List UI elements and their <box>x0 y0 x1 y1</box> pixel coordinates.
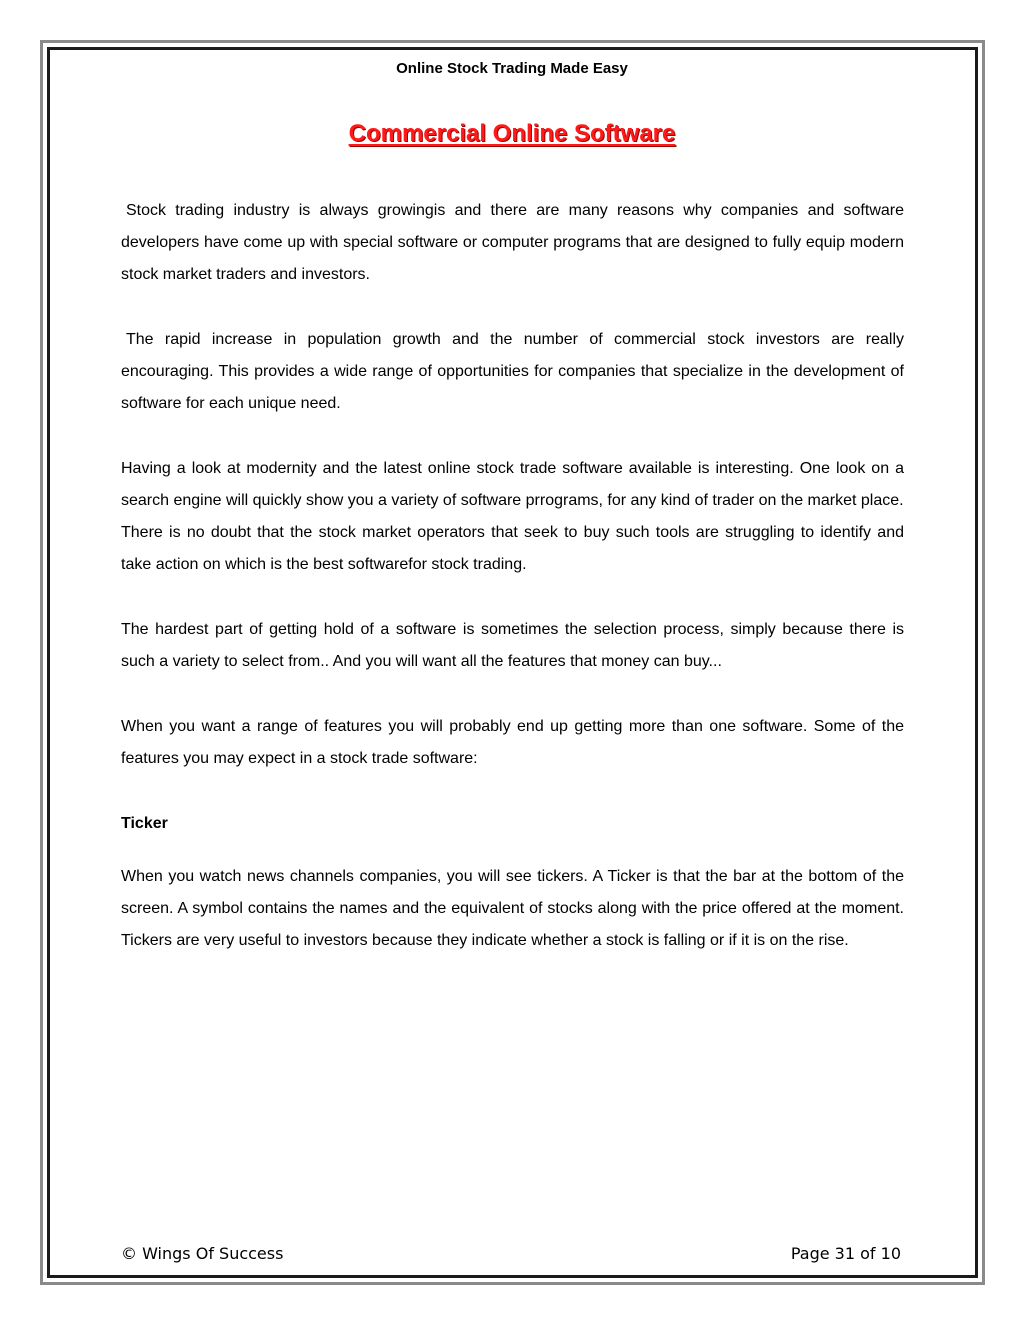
paragraph-3: Having a look at modernity and the latest online stock trade software available is interesting. One look on a search engine will quickly show you a variety of software prrograms, for any kind of trader on the market place. <box>121 460 904 509</box>
paragraph-2: The rapid increase in population growth and the number of commercial stock investors are really encouraging. This provides a wide range of opportunities for companies that specialize in the development of software for each unique need. <box>121 331 904 412</box>
paragraph-6: When you want a range of features you will probably end up getting more than one software. Some of the features you may expect in a stock trade software: <box>121 718 904 767</box>
footer-copyright: © Wings Of Success <box>121 1244 284 1263</box>
section-heading-ticker: Ticker <box>121 815 168 832</box>
running-header: Online Stock Trading Made Easy <box>396 60 628 77</box>
document-body <box>121 195 904 957</box>
paragraph-5: The hardest part of getting hold of a software is sometimes the selection process, simply because there is such a variety to select from.. And you will want all the features that money can buy... <box>121 621 904 670</box>
document-title: Commercial Online Software <box>348 120 676 147</box>
paragraph-4: There is no doubt that the stock market operators that seek to buy such tools are struggling to identify and take action on which is the best softwarefor stock trading. <box>121 524 904 573</box>
paragraph-1: Stock trading industry is always growingis and there are many reasons why companies and software developers have come up with special software or computer programs that are designed to fully equip modern stock market traders and investors. <box>121 202 904 283</box>
paragraph-ticker: When you watch news channels companies, you will see tickers. A Ticker is that the bar at the bottom of the screen. A symbol contains the names and the equivalent of stocks along with the price offered at the moment. Tickers are very useful to investors because they indicate whether a stock is falling or if it is on the rise. <box>121 868 904 949</box>
footer-page-number: Page 31 of 10 <box>790 1244 901 1263</box>
